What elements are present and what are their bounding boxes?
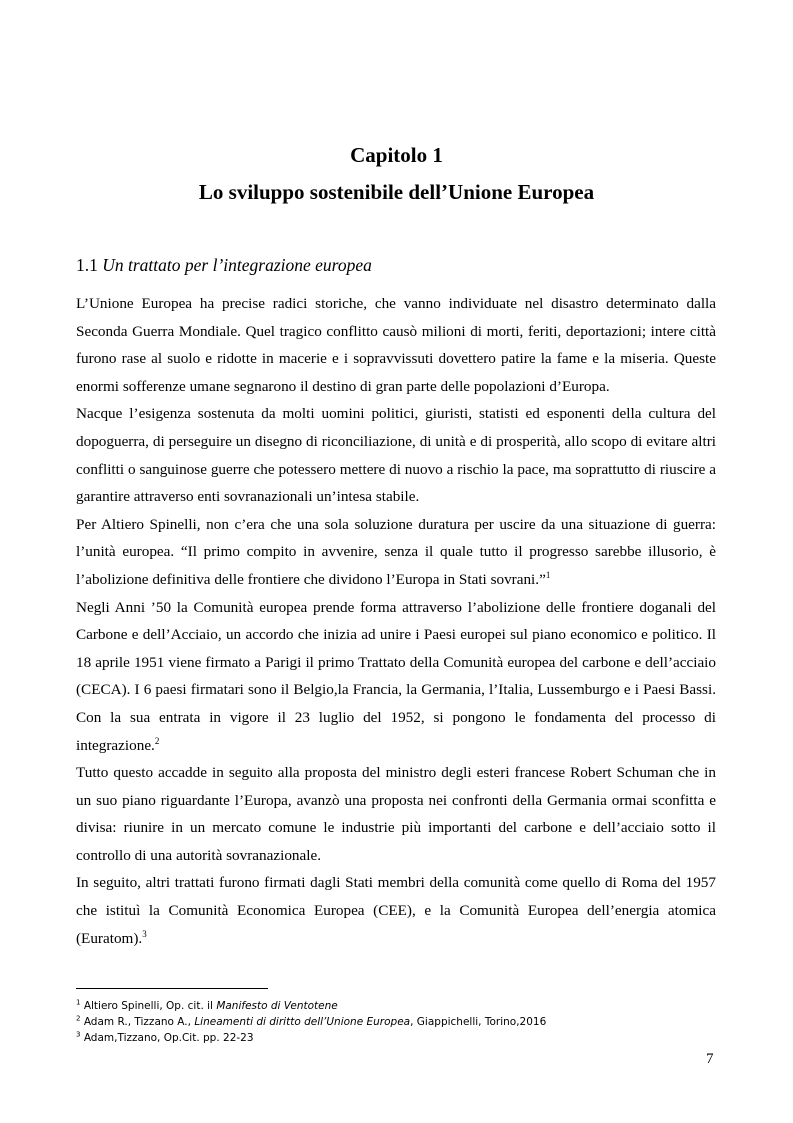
footnote-ref[interactable]: 1 — [545, 569, 551, 580]
footnote — [76, 998, 716, 1014]
section-title: Un trattato per l’integrazione europea — [102, 255, 372, 275]
paragraph — [76, 594, 716, 760]
footnote-number: 3 — [76, 1030, 81, 1039]
body-text — [76, 290, 716, 952]
paragraph-text: L’Unione Europea ha precise radici storiche, che vanno individuate nel disastro determinato dalla Seconda Guerra Mondiale. Quel tragico conflitto causò milioni di morti, feriti, deportazioni; intere città furono rase al suolo e ridotte in macerie e i sopravvissuti dovettero patire la fame e la miseria. Queste enormi sofferenze umane segnarono il destino di gran parte delle popolazioni d’Europa. — [76, 295, 716, 395]
footnote-separator — [76, 988, 268, 989]
paragraph-text: In seguito, altri trattati furono firmati dagli Stati membri della comunità come quello di Roma del 1957 che istituì la Comunità Economica Europea (CEE), e la Comunità Europea dell’energia atomica (Euratom). — [76, 874, 716, 947]
paragraph — [76, 869, 716, 952]
paragraph-text: Negli Anni ’50 la Comunità europea prende forma attraverso l’abolizione delle frontiere doganali del Carbone e dell’Acciaio, un accordo che inizia ad unire i Paesi europei sul piano economico e politico. Il 18 aprile 1951 viene firmato a Parigi il primo Trattato della Comunità europea del carbone e dell’acciaio (CECA). I 6 paesi firmatari sono il Belgio,la Francia, la Germania, l’Italia, Lussemburgo e i Paesi Bassi. Con la sua entrata in vigore il 23 luglio del 1952, si pongono le fondamenta del processo di integrazione. — [76, 598, 716, 754]
page-number: 7 — [706, 1051, 714, 1067]
footnote-text: Adam R., Tizzano A., — [83, 1016, 195, 1028]
footnote-number: 1 — [76, 998, 81, 1007]
paragraph — [76, 400, 716, 510]
paragraph-text: Nacque l’esigenza sostenuta da molti uomini politici, giuristi, statisti ed esponenti della cultura del dopoguerra, di perseguire un disegno di riconciliazione, di unità e di prosperità, allo scopo di evitare altri conflitti o sanguinose guerre che potessero mettere di nuovo a rischio la pace, ma soprattutto di riuscire a garantire attraverso enti sovranazionali un’intesa stabile. — [76, 405, 716, 506]
footnote-ref[interactable]: 3 — [142, 928, 147, 939]
footnote-text: Adam,Tizzano, Op.Cit. pp. 22-23 — [83, 1032, 254, 1044]
footnote-ref[interactable]: 2 — [154, 735, 160, 746]
paragraph-text: Tutto questo accadde in seguito alla proposta del ministro degli esteri francese Robert Schuman che in un suo piano riguardante l’Europa, avanzò una proposta nei confronti della Germania ormai sconfitta e divisa: riunire in un mercato comune le industrie più importanti del carbone e dell’acciaio sotto il controllo di una autorità sovranazionale. — [76, 764, 716, 864]
section-number: 1.1 — [76, 255, 98, 275]
chapter-subtitle: Lo sviluppo sostenibile dell’Unione Europea — [198, 180, 595, 204]
footnotes — [76, 998, 716, 1046]
paragraph — [76, 290, 716, 400]
footnote-text: Altiero Spinelli, Op. cit. il — [83, 1000, 217, 1012]
footnote — [76, 1014, 716, 1030]
chapter-title: Capitolo 1 — [350, 143, 443, 167]
footnote-number: 2 — [76, 1014, 81, 1023]
footnote — [76, 1030, 716, 1046]
footnote-italic: Manifesto di Ventotene — [216, 1000, 338, 1012]
paragraph — [76, 511, 716, 594]
footnote-text-tail: , Giappichelli, Torino,2016 — [410, 1016, 547, 1028]
section-heading — [76, 254, 372, 276]
footnote-italic: Lineamenti di diritto dell’Unione Europea — [194, 1016, 411, 1028]
paragraph-text: Per Altiero Spinelli, non c’era che una sola soluzione duratura per uscire da una situazione di guerra: l’unità europea. “Il primo compito in avvenire, senza il quale tutto il progresso sarebbe illusorio, è l’abolizione definitiva delle frontiere che dividono l’Europa in Stati sovrani.” — [76, 515, 716, 588]
paragraph — [76, 759, 716, 869]
